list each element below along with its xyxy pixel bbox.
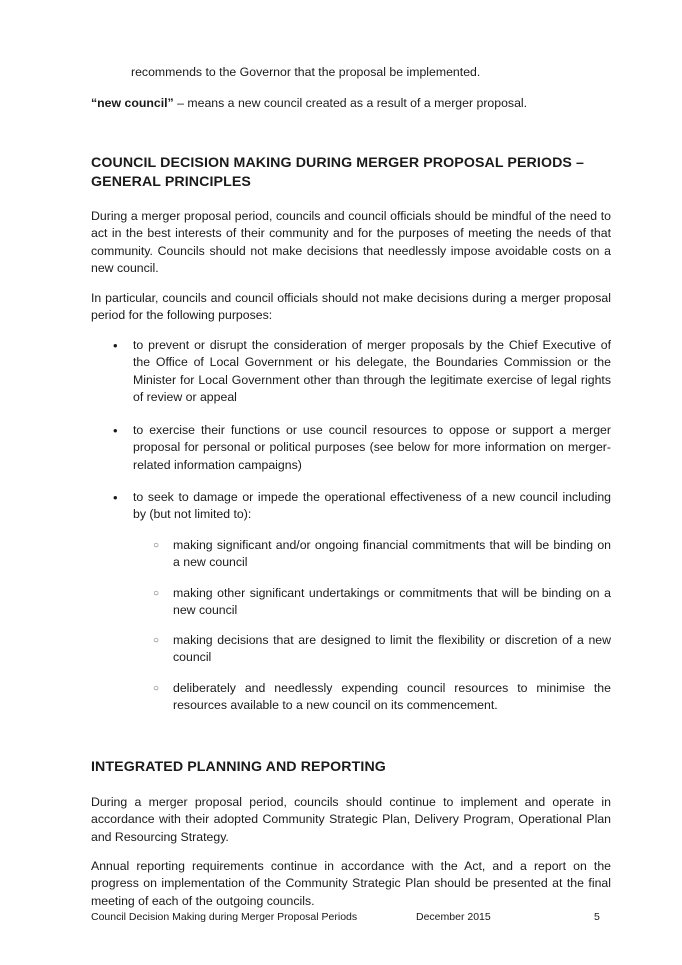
bullet-item-exercise-functions: to exercise their functions or use council resources to oppose or support a merger proposal for personal or political purposes (see below for more information on merger-related information campaigns) — [133, 423, 611, 472]
sub-bullet-marker: ○ — [153, 540, 160, 551]
footer-doc-title: Council Decision Making during Merger Proposal Periods — [91, 911, 358, 923]
sub-bullet-marker: ○ — [153, 683, 160, 694]
continuation-text: recommends to the Governor that the proposal be implemented. — [131, 65, 481, 79]
bullet-marker: • — [113, 423, 118, 438]
paragraph-annual-reporting: Annual reporting requirements continue in accordance with the Act, and a report on the progress on implementation of the Community Strategic Plan should be presented at the final meeting of each of the outgoing councils. — [91, 859, 611, 908]
footer-date: December 2015 — [416, 911, 491, 923]
bullet-item-damage-impede: to seek to damage or impede the operational effectiveness of a new council including by (but not limited to): — [133, 490, 611, 522]
definition-text: – means a new council created as a result of a merger proposal. — [173, 96, 528, 110]
bullet-item-prevent-disrupt: to prevent or disrupt the consideration of merger proposals by the Chief Executive of the Office of Local Government or his delegate, the Boundaries Commission or the Minister for Local Government other than through the legitimate exercise of legal rights of review or appeal — [133, 338, 611, 405]
sub-bullet-expending-resources: deliberately and needlessly expending council resources to minimise the resources available to a new council on its commencement. — [173, 681, 611, 713]
section-heading-integrated-planning: INTEGRATED PLANNING AND REPORTING — [91, 759, 386, 775]
paragraph-continue-implement: During a merger proposal period, councils should continue to implement and operate in accordance with their adopted Community Strategic Plan, Delivery Program, Operational Plan and Resourcing Strategy. — [91, 795, 611, 844]
bullet-marker: • — [113, 490, 118, 505]
footer-page-number: 5 — [594, 911, 600, 923]
sub-bullet-marker: ○ — [153, 588, 160, 599]
new-council-definition — [91, 95, 611, 112]
heading-line-1: COUNCIL DECISION MAKING DURING MERGER PROPOSAL PERIODS – — [91, 155, 585, 171]
sub-bullet-financial-commitments: making significant and/or ongoing financial commitments that will be binding on a new council — [173, 538, 611, 570]
paragraph-best-interests: During a merger proposal period, councils and council officials should be mindful of the need to act in the best interests of their community and for the purposes of meeting the needs of that community. Councils should not make decisions that needlessly impose avoidable costs on a new council. — [91, 209, 611, 276]
section-heading-general-principles — [91, 154, 631, 192]
bullet-marker: • — [113, 338, 118, 353]
sub-bullet-marker: ○ — [153, 635, 160, 646]
definition-term: “new council” — [91, 96, 174, 110]
heading-line-2: GENERAL PRINCIPLES — [91, 174, 251, 190]
paragraph-in-particular: In particular, councils and council officials should not make decisions during a merger proposal period for the following purposes: — [91, 291, 611, 323]
sub-bullet-limit-flexibility: making decisions that are designed to limit the flexibility or discretion of a new council — [173, 633, 611, 665]
sub-bullet-other-undertakings: making other significant undertakings or commitments that will be binding on a new council — [173, 586, 611, 618]
